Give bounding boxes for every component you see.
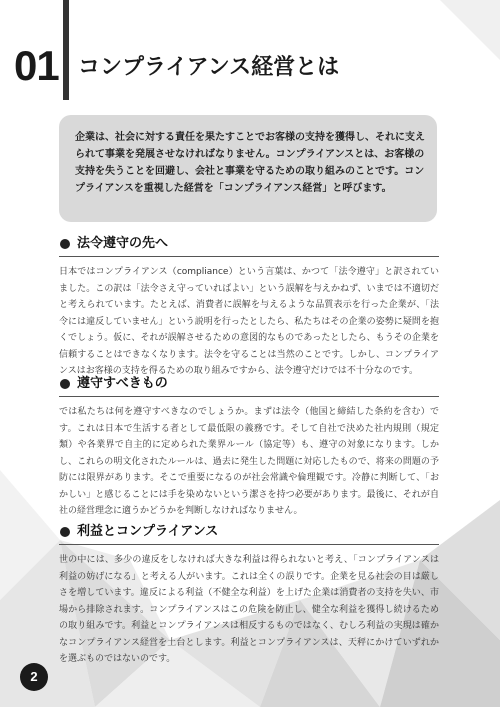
section-heading <box>59 234 439 257</box>
section-title: 遵守すべきもの <box>77 376 168 391</box>
page-number: 2 <box>20 663 48 691</box>
chapter-number: 01 <box>14 42 59 89</box>
section-body: 世の中には、多少の違反をしなければ大きな利益は得られないと考え、「コンプライアンスは利益の妨げになる」と考える人がいます。これは全くの誤りです。企業を見る社会の目は厳しさを増しています。違反による利益（不健全な利益）を上げた企業は消費者の支持を失い、市場から排除されます。コンプライアンスはこの危険を防止し、健全な利益を獲得し続けるための取り組みです。利益とコンプライアンスは相反するものではなく、むしろ利益の実現は確かなコンプライアンス経営を土台とします。利益とコンプライアンスは、天秤にかけていずれかを選ぶものではないのです。 <box>59 555 439 664</box>
summary-text: 企業は、社会に対する責任を果たすことでお客様の支持を獲得し、それに支えられて事業を発展させなければなりません。コンプライアンスとは、お客様の支持を失うことを回避し、会社と事業を守るための取り組みのことです。コンプライアンスを重視した経営を「コンプライアンス経営」と呼びます。 <box>75 132 425 194</box>
section-profit-and-compliance <box>59 522 439 668</box>
section-what-to-comply <box>59 374 439 520</box>
bullet-icon <box>60 239 70 249</box>
section-body: では私たちは何を遵守すべきなのでしょうか。まずは法令（他国と締結した条約を含む）です。これは日本で生活する者として最低限の義務です。そして自社で決めた社内規則（規定類）や各業界で自主的に定められた業界ルール（協定等）も、遵守の対象になります。しかし、これらの明文化されたルールは、過去に発生した問題に対応したもので、将来の問題の予防には限界があります。そこで重要になるのが社会常識や倫理観です。冷静に判断して、「おかしい」と感じることには手を染めないという潔さを持つ必要があります。最後に、それが自社の経営理念に適うかどうかを判断しなければなりません。 <box>59 407 439 516</box>
bullet-icon <box>60 379 70 389</box>
section-legal-compliance <box>59 234 439 380</box>
section-body: 日本ではコンプライアンス（compliance）という言葉は、かつて「法令遵守」と訳されていました。この訳は「法令さえ守っていればよい」という誤解を与えかねず、いまでは不適切だと考えられています。たとえば、消費者に誤解を与えるような品質表示を行った企業が、「法令には違反していません」という説明を行ったとしたら、私たちはその企業の姿勢に疑問を抱くでしょう。仮に、それが誤解させるための意図的なものであったとしたら、もうその企業を信頼することはできなくなります。法令を守ることは当然のことです。しかし、コンプライアンスはお客様の支持を得るための取り組みですから、法令遵守だけでは不十分なのです。 <box>59 267 439 376</box>
summary-box <box>59 115 437 222</box>
chapter-title: コンプライアンス経営とは <box>78 55 340 80</box>
chapter-divider-bar <box>63 0 69 100</box>
bullet-icon <box>60 527 70 537</box>
section-heading <box>59 374 439 397</box>
section-title: 法令遵守の先へ <box>77 236 169 251</box>
section-title: 利益とコンプライアンス <box>77 524 219 539</box>
section-heading <box>59 522 439 545</box>
